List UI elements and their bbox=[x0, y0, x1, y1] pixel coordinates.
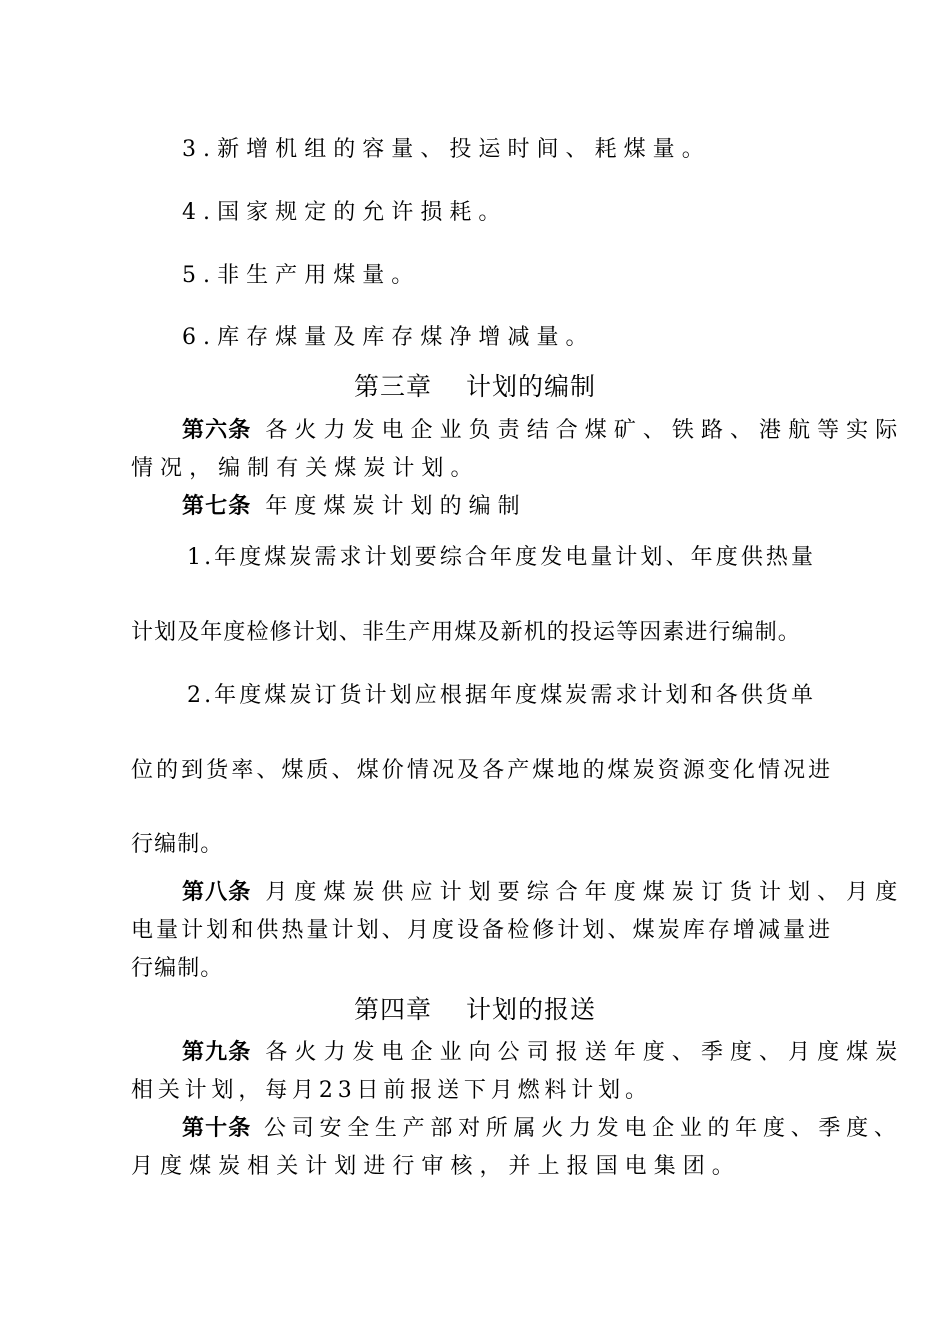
list-item: 4.国家规定的允许损耗。 bbox=[182, 200, 508, 225]
article-10-line-1 bbox=[182, 1116, 902, 1142]
article-7-item-2-line-3: 行编制。 bbox=[131, 832, 224, 857]
article-text: 公司安全生产部对所属火力发电企业的年度、季度、 bbox=[264, 1116, 902, 1141]
chapter-number: 第四章 bbox=[353, 995, 432, 1024]
article-7-line-1 bbox=[182, 494, 527, 520]
article-8-line-3: 行编制。 bbox=[131, 956, 224, 981]
article-label: 第八条 bbox=[182, 880, 252, 905]
list-item: 6.库存煤量及库存煤净增减量。 bbox=[182, 325, 595, 350]
article-6-line-2: 情况，编制有关煤炭计划。 bbox=[131, 456, 480, 481]
article-text: 年度煤炭计划的编制 bbox=[265, 494, 527, 519]
list-item: 3.新增机组的容量、投运时间、耗煤量。 bbox=[182, 137, 711, 162]
article-label: 第十条 bbox=[182, 1116, 252, 1141]
chapter-title: 计划的报送 bbox=[466, 995, 597, 1024]
article-9-line-1 bbox=[182, 1040, 904, 1066]
article-10-line-2: 月度煤炭相关计划进行审核，并上报国电集团。 bbox=[131, 1154, 741, 1179]
article-7-item-1-line-2: 计划及年度检修计划、非生产用煤及新机的投运等因素进行编制。 bbox=[131, 620, 801, 645]
article-6-line-1 bbox=[182, 418, 904, 444]
article-7-item-2-line-1: 2.年度煤炭订货计划应根据年度煤炭需求计划和各供货单 bbox=[187, 683, 817, 708]
article-text: 各火力发电企业向公司报送年度、季度、月度煤炭 bbox=[265, 1040, 905, 1065]
article-7-item-2-line-2: 位的到货率、煤质、煤价情况及各产煤地的煤炭资源变化情况进 bbox=[131, 758, 834, 783]
article-9-line-2: 相关计划，每月23日前报送下月燃料计划。 bbox=[131, 1078, 652, 1103]
article-label: 第七条 bbox=[182, 494, 252, 519]
chapter-title: 计划的编制 bbox=[466, 372, 597, 401]
article-text: 月度煤炭供应计划要综合年度煤炭订货计划、月度 bbox=[265, 880, 905, 905]
article-text: 各火力发电企业负责结合煤矿、铁路、港航等实际 bbox=[265, 418, 905, 443]
chapter-heading bbox=[0, 372, 950, 402]
article-label: 第六条 bbox=[182, 418, 252, 443]
chapter-heading bbox=[0, 995, 950, 1025]
article-7-item-1-line-1: 1.年度煤炭需求计划要综合年度发电量计划、年度供热量 bbox=[187, 545, 817, 570]
chapter-number: 第三章 bbox=[353, 372, 432, 401]
list-item: 5.非生产用煤量。 bbox=[182, 263, 421, 288]
article-8-line-1 bbox=[182, 880, 904, 906]
article-label: 第九条 bbox=[182, 1040, 252, 1065]
article-8-line-2: 电量计划和供热量计划、月度设备检修计划、煤炭库存增减量进 bbox=[131, 918, 834, 943]
